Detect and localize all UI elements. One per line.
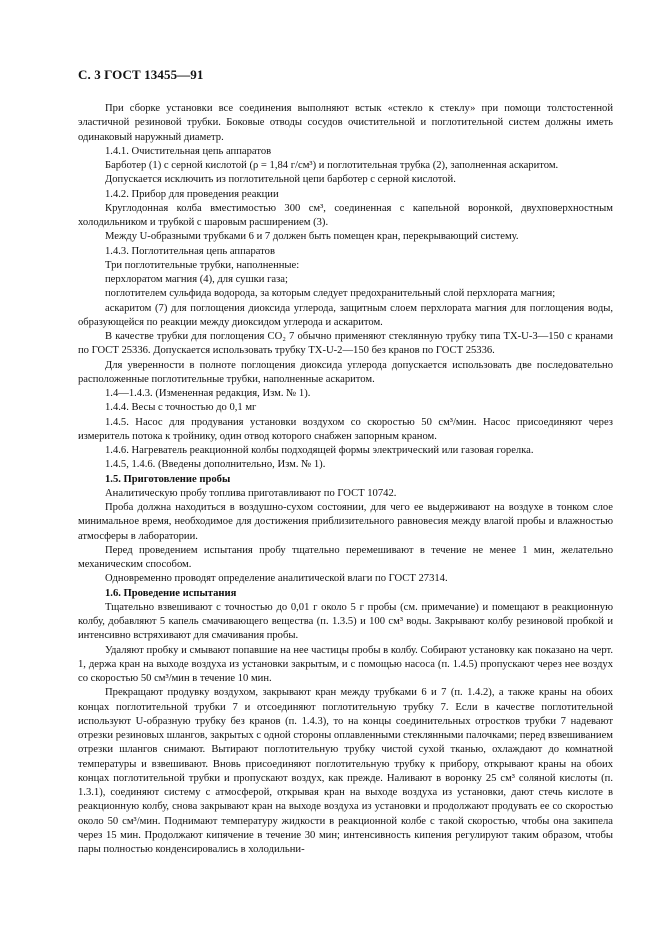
page-header: С. 3 ГОСТ 13455—91 xyxy=(78,67,204,82)
body-paragraph: Три поглотительные трубки, наполненные: xyxy=(105,259,300,271)
body-paragraph: 1.4.3. Поглотительная цепь аппаратов xyxy=(105,245,275,257)
body-paragraph: Барботер (1) с серной кислотой (ρ = 1,84 г/см³) и поглотительная трубка (2), заполненная аскаритом. xyxy=(105,160,559,171)
body-paragraph: аскаритом (7) для поглощения диоксида углерода, защитным слоем перхлората магния для поглощения воды, образующейся по реакции между диоксидом углерода и аскаритом. xyxy=(78,302,613,328)
body-paragraph: Круглодонная колба вместимостью 300 см³, соединенная с капельной воронкой, двухповерхностным холодильником и трубкой с шаровым расширением (3). xyxy=(78,202,613,228)
section-heading: 1.5. Приготовление пробы xyxy=(105,473,231,485)
body-paragraph: Прекращают продувку воздухом, закрывают кран между трубками 6 и 7 (п. 1.4.2), а также краны на обоих концах поглотительной трубки 7 и отсоединяют поглотительную трубку 7. Если в качестве поглотительной используют U-образную трубку без кранов (п. 1.4.3), то на концы соединительных отростков трубки 7 надевают отрезки резиновых шлангов, закрытых с одной стороны оплавленными стеклянными палочками; перед взвешиванием отрезки шлангов снимают. Вытирают поглотительную трубку чистой сухой тканью, охлаждают до комнатной температуры и взвешивают. Вновь присоединяют поглотительную трубку к прибору, открывают краны на обоих концах поглотительной трубки и пропускают воздух, как прежде. Наливают в воронку 25 см³ соляной кислоты (п. 1.3.1), соединяют систему с атмосферой, открывая кран на выходе воздуха из установки, дают стечь кислоте в реакционную колбу, снова закрывают кран на выходе воздуха из установки и продолжают продувать ее со скоростью около 50 см³/мин. Поднимают температуру жидкости в реакционной колбе с такой скоростью, чтобы она закипела через 15 мин. Продолжают кипячение в течение 30 мин; интенсивность кипения регулируют таким образом, чтобы пары полностью конденсировались в холодильни- xyxy=(78,687,613,855)
body-paragraph: Проба должна находиться в воздушно-сухом состоянии, для чего ее выдерживают на воздухе в тонком слое минимальное время, необходимое для достижения приблизительного равновесия между влагой пробы и влажностью атмосферы в лаборатории. xyxy=(78,502,613,542)
body-paragraph: Для уверенности в полноте поглощения диоксида углерода допускается использовать две последовательно расположенные поглотительные трубки, наполненные аскаритом. xyxy=(78,359,613,385)
body-paragraph: 1.4.5, 1.4.6. (Введены дополнительно, Изм. № 1). xyxy=(105,459,326,471)
body-paragraph: Допускается исключить из поглотительной цепи барботер с серной кислотой. xyxy=(105,174,456,186)
body-paragraph: При сборке установки все соединения выполняют встык «стекло к стеклу» при помощи толстостенной эластичной резиновой трубки. Боковые отводы сосудов очистительной и поглотительной систем должны иметь одинаковый наружный диаметр. xyxy=(78,103,613,143)
body-paragraph: 1.4.4. Весы с точностью до 0,1 мг xyxy=(105,402,257,414)
body-paragraph: 1.4—1.4.3. (Измененная редакция, Изм. № 1). xyxy=(105,388,311,399)
body-paragraph: Между U-образными трубками 6 и 7 должен быть помещен кран, перекрывающий систему. xyxy=(105,231,519,243)
body-paragraph: В качестве трубки для поглощения CO₂ 7 обычно применяют стеклянную трубку типа ТХ-U-3—150 с кранами по ГОСТ 25336. Допускается использовать трубку ТХ-U-2—150 без кранов по ГОСТ 25336. xyxy=(78,331,613,357)
section-heading: 1.6. Проведение испытания xyxy=(105,587,237,599)
body-paragraph: 1.4.5. Насос для продувания установки воздухом со скоростью 50 см³/мин. Насос присоединяют через измеритель потока к тройнику, один отвод которого снабжен запорным краном. xyxy=(78,416,613,442)
body-paragraph: перхлоратом магния (4), для сушки газа; xyxy=(105,274,288,285)
body-paragraph: Удаляют пробку и смывают попавшие на нее частицы пробы в колбу. Собирают установку как показано на черт. 1, держа кран на выходе воздуха из установки закрытым, и с помощью насоса (п. 1.4.5) пропускают через нее воздух со скоростью 50 см³/мин в течение 10 мин. xyxy=(78,644,613,684)
body-paragraph: поглотителем сульфида водорода, за которым следует предохранительный слой перхлората магния; xyxy=(105,288,556,300)
body-paragraph: Тщательно взвешивают с точностью до 0,01 г около 5 г пробы (см. примечание) и помещают в реакционную колбу, добавляют 5 капель смачивающего вещества (п. 1.3.5) и 100 см³ воды. Закрывают колбу резиновой пробкой и интенсивно встряхивают для смачивания пробы. xyxy=(78,601,613,642)
body-paragraph: Одновременно проводят определение аналитической влаги по ГОСТ 27314. xyxy=(105,573,448,585)
body-paragraph: Перед проведением испытания пробу тщательно перемешивают в течение не менее 1 мин, желательно механическим способом. xyxy=(78,544,613,570)
document-body xyxy=(78,102,613,857)
body-paragraph: 1.4.1. Очистительная цепь аппаратов xyxy=(105,145,272,157)
body-paragraph: 1.4.6. Нагреватель реакционной колбы подходящей формы электрический или газовая горелка. xyxy=(105,445,534,456)
body-paragraph: Аналитическую пробу топлива приготавливают по ГОСТ 10742. xyxy=(105,487,397,499)
body-paragraph: 1.4.2. Прибор для проведения реакции xyxy=(105,188,279,200)
